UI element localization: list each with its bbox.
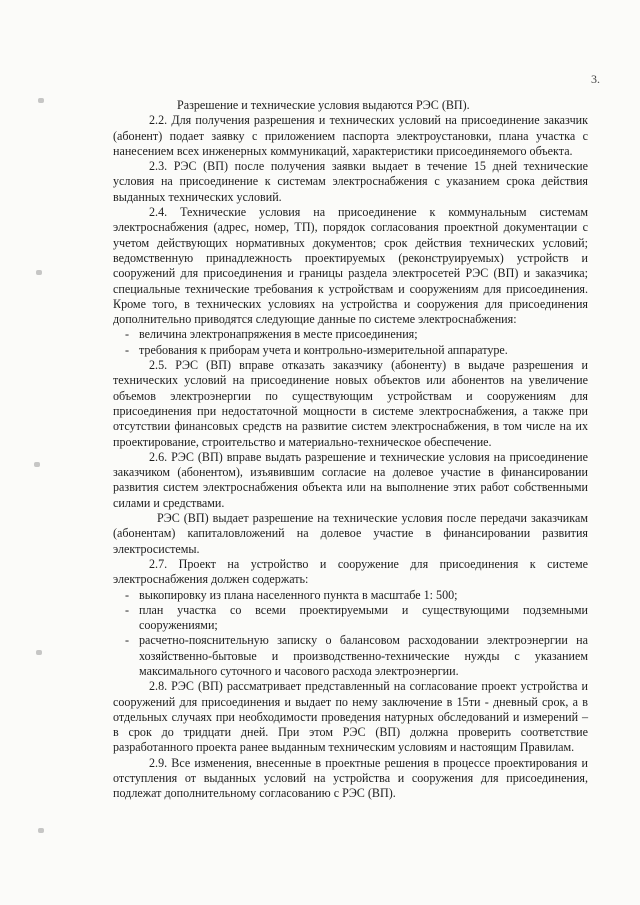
list-item: - требования к приборам учета и контрольно-измерительной аппаратуре. [139, 343, 588, 358]
scan-speck [34, 462, 40, 467]
paragraph-2-6: 2.6. РЭС (ВП) вправе выдать разрешение и технические условия на присоединение заказчиком (абонентом), изъявившим согласие на долевое участие в финансировании развития систем электроснабжения объекта или на выполнение этих работ собственными силами и средствами. [113, 449, 588, 510]
paragraph-2-4: 2.4. Технические условия на присоединение к коммунальным системам электроснабжения (адрес, номер, ТП), порядок согласования проектной документации с учетом действующих нормативных документов; срок действия технических условий; ведомственную принадлежность проектируемых (реконструируемых) устройств и сооружений для присоединения и границы раздела электросетей РЭС (ВП) и заказчика; специальные технические требования к устройствам и сооружениям для присоединения. Кроме того, в технических условиях на устройства и сооружения для присоединения дополнительно приводятся следующие данные по системе электроснабжения: [113, 205, 588, 327]
list-2-7 [113, 588, 588, 680]
paragraph-intro: Разрешение и технические условия выдаются РЭС (ВП). [177, 98, 470, 112]
list-item: - расчетно-пояснительную записку о балансовом расходовании электроэнергии на хозяйственно-бытовые и производственно-технические нужды с указанием максимального суточного и часового расхода электроэнергии. [139, 633, 588, 679]
scan-speck [38, 98, 44, 103]
paragraph-2-9: 2.9. Все изменения, внесенные в проектные решения в процессе проектирования и отступления от выданных условий на устройства и сооружения для присоединения, подлежат дополнительному согласованию с РЭС (ВП). [113, 755, 588, 801]
document-body [113, 98, 588, 802]
list-item: - план участка со всеми проектируемыми и существующими подземными сооружениями; [139, 603, 588, 634]
scan-speck [36, 270, 42, 275]
list-2-4 [113, 327, 588, 358]
list-item: - величина электронапряжения в месте присоединения; [139, 327, 588, 342]
paragraph-2-5: 2.5. РЭС (ВП) вправе отказать заказчику (абоненту) в выдаче разрешения и технических условий на присоединение новых объектов или абонентов на увеличение объемов электроэнергии по существующим устройствам и сооружениям для присоединения при недостаточной мощности в системе электроснабжения, а также при отсутствии финансовых средств на развитие систем электроснабжения, в том числе на их проектирование, строительство и материально-техническое обеспечение. [113, 358, 588, 449]
paragraph-2-2: 2.2. Для получения разрешения и технических условий на присоединение заказчик (абонент) подает заявку с приложением паспорта электроустановки, плана участка с нанесением всех инженерных коммуникаций, характеристики присоединяемого объекта. [113, 113, 588, 158]
page-number: 3. [591, 72, 600, 86]
paragraph-2-6-continued: РЭС (ВП) выдает разрешение на технические условия после передачи заказчикам (абонентам) капиталовложений на долевое участие в финансировании развития электросистемы. [113, 511, 588, 556]
paragraph-2-8: 2.8. РЭС (ВП) рассматривает представленный на согласование проект устройства и сооружений для присоединения и выдает по нему заключение в 15ти - дневный срок, а в отдельных случаях при необходимости проведения натурных обследований и измерений – в срок до тридцати дней. При этом РЭС (ВП) должна проверить соответствие разработанного проекта ранее выданным техническим условиям и настоящим Правилам. [113, 679, 588, 755]
paragraph-2-3: 2.3. РЭС (ВП) после получения заявки выдает в течение 15 дней технические условия на присоединение к системам электроснабжения с указанием срока действия выданных технических условий. [113, 159, 588, 204]
list-item: - выкопировку из плана населенного пункта в масштабе 1: 500; [139, 588, 588, 603]
paragraph-2-7: 2.7. Проект на устройство и сооружение для присоединения к системе электроснабжения должен содержать: [113, 556, 588, 587]
scan-speck [38, 828, 44, 833]
scan-speck [36, 650, 42, 655]
